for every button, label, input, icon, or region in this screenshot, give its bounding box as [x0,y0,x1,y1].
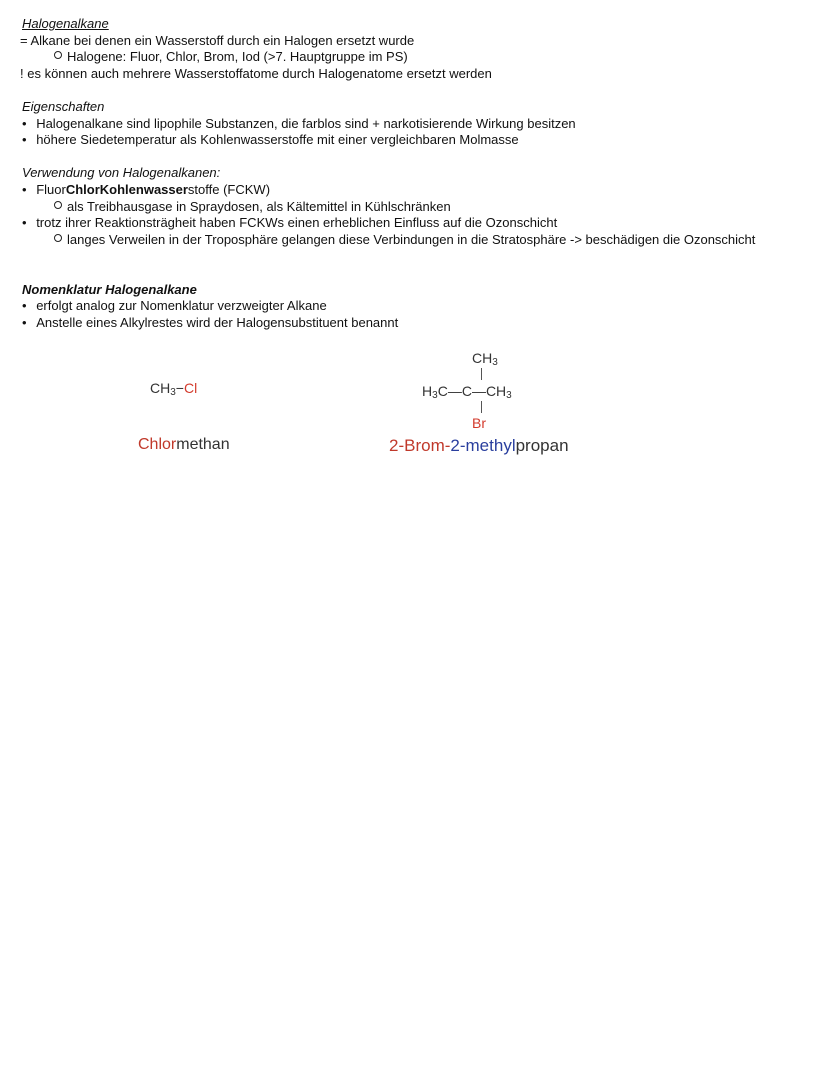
formula-top-ch3 [472,350,498,368]
section-title-eigenschaften: Eigenschaften [22,99,105,114]
bullet-icon: • [22,182,27,197]
sub-item-halogene [54,49,408,65]
bullet-icon: • [22,298,27,313]
bullet-icon: • [22,315,27,330]
sub-item-text: langes Verweilen in der Troposphäre gelangen diese Verbindungen in die Stratosphäre -> beschädigen die Ozonschicht [67,232,756,247]
list-item-text: Anstelle eines Alkylrestes wird der Halogensubstituent benannt [36,315,399,330]
sub-item-fckw [54,199,451,215]
bullet-icon: • [22,215,27,230]
bond-right: — [471,383,486,399]
circle-bullet-icon [54,201,62,209]
bond-bottom [481,401,482,413]
list-item [22,215,557,231]
name-halogen-part: Chlor [138,436,177,453]
bullet-icon: • [22,116,27,131]
list-item [22,116,576,132]
list-item-text: erfolgt analog zur Nomenklatur verzweigter Alkane [36,298,327,313]
sub-item-text: Halogene: Fluor, Chlor, Brom, Iod (>7. Hauptgruppe im PS) [67,49,408,64]
formula-bottom-br: Br [472,415,486,431]
section-title-nomenklatur: Nomenklatur Halogenalkane [22,282,197,297]
bond-left: — [447,383,462,399]
formula-sub: 3 [170,387,176,398]
bullet-icon: • [22,132,27,147]
list-item [22,132,519,148]
center-c: C [461,383,472,399]
left-c: C [437,383,448,399]
name-2-brom-2-methylpropan [389,436,569,456]
name-brom-part: 2-Brom- [389,436,451,455]
bond: − [175,380,184,396]
formula-middle-row [422,383,512,401]
right-ch: CH [485,383,507,399]
halogen-cl: Cl [183,380,198,396]
fckw-wasser: wasser [143,182,188,197]
bond-top [481,368,482,380]
left-sub: 3 [432,390,438,401]
section-title-verwendung: Verwendung von Halogenalkanen: [22,165,221,180]
sub-item-ozon [54,232,755,248]
list-item [22,298,327,314]
list-item-text: Halogenalkane sind lipophile Substanzen, die farblos sind + narkotisierende Wirkung besitzen [36,116,576,131]
name-propan-part: propan [515,436,569,455]
fckw-fluor: Fluor [36,182,66,197]
fckw-kohlen: Kohlen [99,182,144,197]
fckw-chlor: Chlor [65,182,100,197]
top-ch: CH [472,350,493,366]
left-h: H [422,383,433,399]
name-methyl-part: 2-methyl [450,436,516,455]
section-title-halogenalkane: Halogenalkane [22,16,109,31]
list-item [22,315,398,331]
list-item-text: höhere Siedetemperatur als Kohlenwasserstoffe mit einer vergleichbaren Molmasse [36,132,519,147]
circle-bullet-icon [54,51,62,59]
circle-bullet-icon [54,234,62,242]
definition-text: = Alkane bei denen ein Wasserstoff durch ein Halogen ersetzt wurde [20,33,415,48]
list-item-fckw [22,182,270,198]
right-sub: 3 [506,390,512,401]
sub-item-text: als Treibhausgase in Spraydosen, als Kältemittel in Kühlschränken [67,199,451,214]
formula-chlormethan [150,380,197,398]
top-sub: 3 [492,357,498,368]
formula-ch: CH [150,380,171,396]
list-item-text: trotz ihrer Reaktionsträgheit haben FCKWs einen erheblichen Einfluss auf die Ozonschicht [36,215,558,230]
name-chlormethan [138,436,230,454]
note-text: ! es können auch mehrere Wasserstoffatome durch Halogenatome ersetzt werden [20,66,492,81]
name-rest-part: methan [176,436,230,453]
fckw-text [36,182,270,197]
fckw-stoffe: stoffe (FCKW) [187,182,271,197]
